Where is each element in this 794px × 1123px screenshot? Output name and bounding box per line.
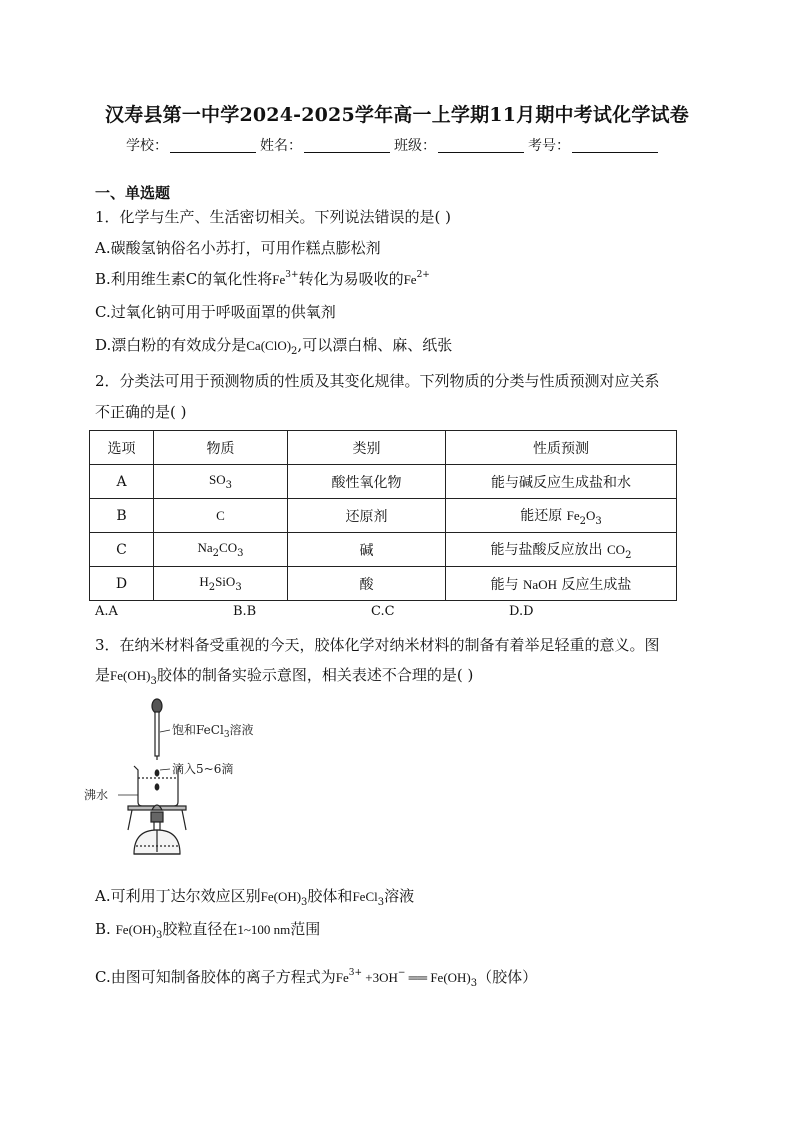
row-category: 碱 — [288, 533, 446, 567]
table-header-row — [90, 431, 677, 465]
header-substance: 物质 — [154, 431, 288, 465]
q1-option-d: D.漂白粉的有效成分是$Ca(ClO)_2$,可以漂白棉、麻、纸张 — [95, 336, 453, 357]
q1-option-b: B.利用维生素C的氧化性将$Fe^{3+}$转化为易吸收的$Fe^{2+}$ — [95, 270, 430, 288]
row-prediction: 能与碱反应生成盐和水 — [446, 465, 677, 499]
q2-option-d[interactable]: D.D — [509, 604, 534, 619]
q3-option-b: B. $Fe(OH)_3$胶粒直径在1~100 nm范围 — [95, 920, 321, 941]
row-prediction: 能与盐酸反应放出 $CO_2$ — [446, 533, 677, 567]
q3-stem-line1: 3．在纳米材料备受重视的今天，胶体化学对纳米材料的制备有着举足轻重的意义。图 — [95, 636, 660, 654]
q3-option-c: C.由图可知制备胶体的离子方程式为$Fe^{3+} +3OH^-$ ══ $Fe(OH)_3$（胶体） — [95, 968, 538, 989]
table-row — [90, 533, 677, 567]
q3-stem-line2: 是$Fe(OH)_3$胶体的制备实验示意图，相关表述不合理的是( ) — [95, 666, 474, 687]
row-option: C — [90, 533, 154, 567]
name-blank[interactable] — [304, 138, 390, 153]
q3-option-a: A.可利用丁达尔效应区别$Fe(OH)_3$胶体和FeCl$_3$溶液 — [95, 887, 415, 908]
q2-option-c[interactable]: C.C — [371, 604, 395, 619]
q2-option-b[interactable]: B.B — [233, 604, 257, 619]
row-category: 酸性氧化物 — [288, 465, 446, 499]
page-title: 汉寿县第一中学2024-2025学年高一上学期11月期中考试化学试卷 — [105, 104, 689, 126]
row-option: B — [90, 499, 154, 533]
row-option: D — [90, 567, 154, 601]
alcohol-lamp-icon — [134, 805, 180, 854]
row-option: A — [90, 465, 154, 499]
row-substance: C — [154, 499, 288, 533]
header-option: 选项 — [90, 431, 154, 465]
row-substance: $Na_2CO_3$ — [154, 533, 288, 567]
colloid-apparatus-figure — [84, 694, 274, 874]
q2-option-a[interactable]: A.A — [95, 604, 118, 619]
dropper-icon — [152, 699, 162, 760]
table-row — [90, 499, 677, 533]
row-prediction: 能与 NaOH 反应生成盐 — [446, 567, 677, 601]
table-row — [90, 567, 677, 601]
q1-option-a: A.碳酸氢钠俗名小苏打，可用作糕点膨松剂 — [95, 239, 381, 257]
q2-stem-line1: 2．分类法可用于预测物质的性质及其变化规律。下列物质的分类与性质预测对应关系 — [95, 372, 660, 390]
figure-label-fecl3: 饱和FeCl$_3$溶液 — [172, 723, 254, 740]
school-label: 学校： — [126, 138, 168, 154]
figure-label-boiling-water: 沸水 — [84, 788, 109, 802]
table-row — [90, 465, 677, 499]
q1-option-c: C.过氧化钠可用于呼吸面罩的供氧剂 — [95, 303, 336, 321]
q1-stem: 1．化学与生产、生活密切相关。下列说法错误的是( ) — [95, 208, 452, 226]
number-blank[interactable] — [572, 138, 658, 153]
figure-label-drops: 滴入5~6滴 — [172, 762, 234, 776]
classification-table — [89, 430, 677, 601]
header-category: 类别 — [288, 431, 446, 465]
student-info-line — [126, 135, 662, 155]
header-prediction: 性质预测 — [446, 431, 677, 465]
section-heading: 一、单选题 — [95, 184, 171, 202]
row-category: 还原剂 — [288, 499, 446, 533]
number-label: 考号： — [528, 138, 570, 154]
row-category: 酸 — [288, 567, 446, 601]
school-blank[interactable] — [170, 138, 256, 153]
row-substance: $SO_3$ — [154, 465, 288, 499]
class-blank[interactable] — [438, 138, 524, 153]
row-prediction: 能还原 $Fe_2O_3$ — [446, 499, 677, 533]
name-label: 姓名： — [260, 138, 302, 154]
row-substance: $H_2SiO_3$ — [154, 567, 288, 601]
class-label: 班级： — [394, 138, 436, 154]
q2-stem-line2: 不正确的是( ) — [95, 403, 187, 421]
